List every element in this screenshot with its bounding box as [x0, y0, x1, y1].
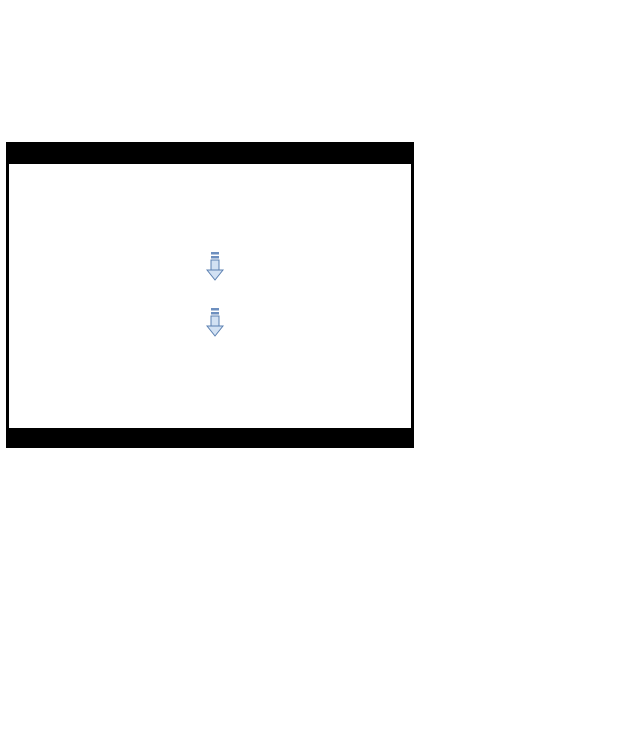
figure-bottom-bar — [6, 428, 414, 448]
down-arrow-icon — [206, 308, 224, 340]
down-arrow-icon — [206, 252, 224, 284]
figure-top-bar — [6, 142, 414, 164]
figure-left-border — [6, 164, 9, 428]
rle-figure — [6, 142, 414, 448]
figure-right-border — [411, 164, 414, 428]
todo-section — [8, 630, 628, 634]
